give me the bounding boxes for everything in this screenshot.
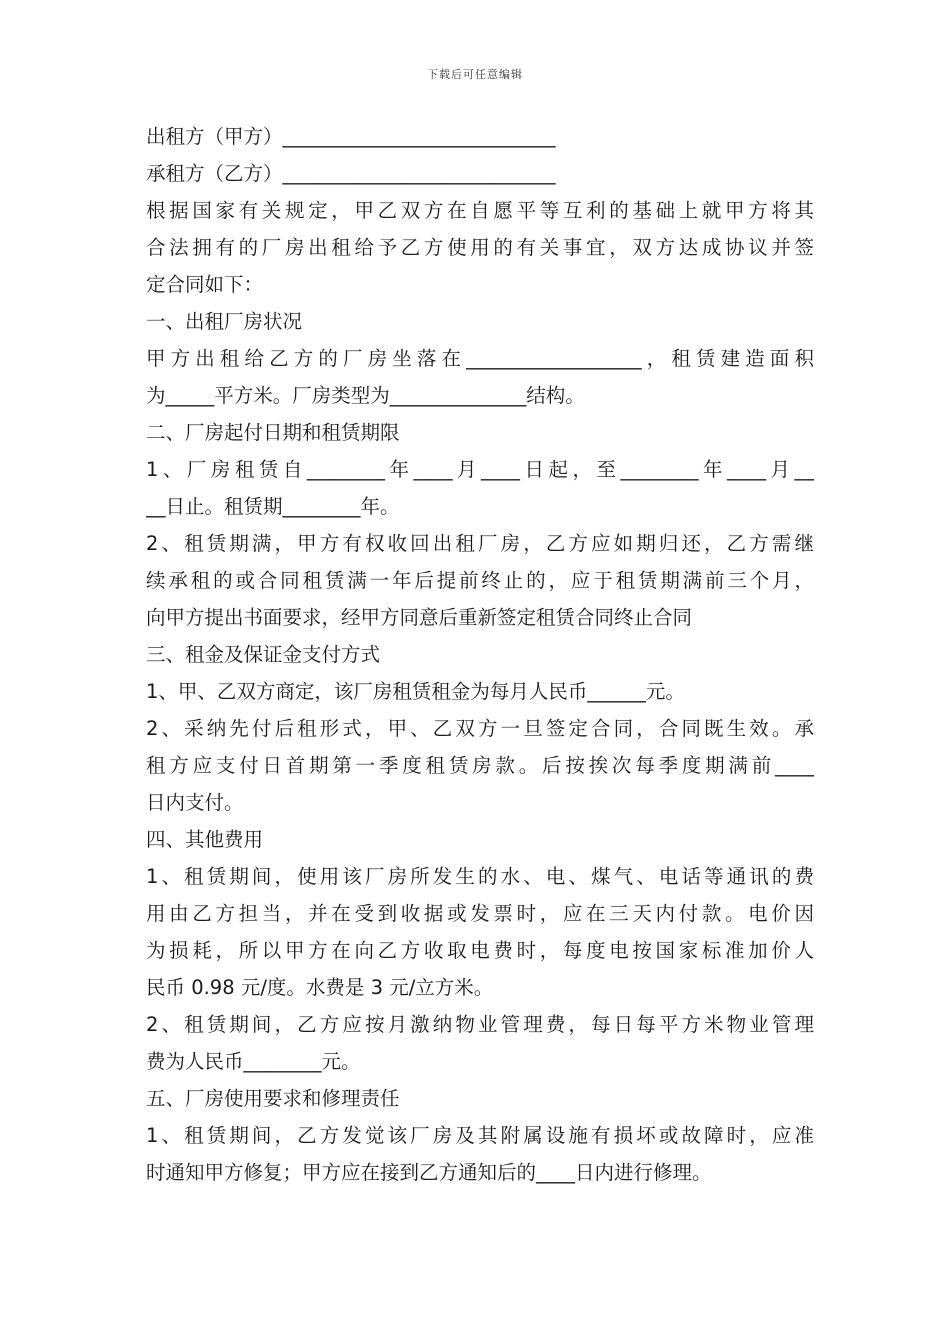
- section-5-clause-1-line-1: 1、租赁期间，乙方发觉该厂房及其附属设施有损坏或故障时，应准: [146, 1124, 814, 1147]
- section-3-clause-2-line-3: 日内支付。: [146, 791, 244, 814]
- header-note: 下载后可任意编辑: [427, 68, 523, 81]
- section-4-clause-1-line-1: 1、租赁期间，使用该厂房所发生的水、电、煤气、电话等通讯的费: [146, 865, 814, 888]
- preamble-line-3: 定合同如下：: [146, 273, 264, 296]
- section-3-clause-1: 1、甲、乙双方商定，该厂房租赁租金为每月人民币______元。: [146, 680, 685, 703]
- section-3-clause-2-line-1: 2、采纳先付后租形式，甲、乙双方一旦签定合同，合同既生效。承: [146, 717, 814, 740]
- section-1-line-1: 甲方出租给乙方的厂房坐落在__________________，租赁建造面积: [146, 347, 814, 370]
- section-4-clause-1-line-3: 为损耗，所以甲方在向乙方收取电费时，每度电按国家标准加价人: [146, 939, 814, 962]
- section-heading-5: 五、厂房使用要求和修理责任: [146, 1087, 400, 1110]
- section-2-clause-2-line-1: 2、租赁期满，甲方有权收回出租厂房，乙方应如期归还，乙方需继: [146, 532, 814, 555]
- section-2-clause-1-line-2: __日止。租赁期________年。: [146, 495, 400, 518]
- section-3-clause-2-line-2: 租方应支付日首期第一季度租赁房款。后按挨次每季度期满前____: [146, 754, 814, 777]
- lessor-line: 出租方（甲方）____________________________: [146, 125, 556, 148]
- section-1-line-2: 为_____平方米。厂房类型为______________结构。: [146, 384, 585, 407]
- section-4-clause-2-line-2: 费为人民币________元。: [146, 1050, 361, 1073]
- section-4-clause-1-line-2: 用由乙方担当，并在受到收据或发票时，应在三天内付款。电价因: [146, 902, 814, 925]
- lessee-line: 承租方（乙方）____________________________: [146, 162, 556, 185]
- section-heading-1: 一、出租厂房状况: [146, 310, 303, 333]
- section-heading-4: 四、其他费用: [146, 828, 264, 851]
- preamble-line-1: 根据国家有关规定，甲乙双方在自愿平等互利的基础上就甲方将其: [146, 199, 814, 222]
- section-5-clause-1-line-2: 时通知甲方修复；甲方应在接到乙方通知后的____日内进行修理。: [146, 1161, 712, 1184]
- preamble-line-2: 合法拥有的厂房出租给予乙方使用的有关事宜，双方达成协议并签: [146, 236, 814, 259]
- section-heading-3: 三、租金及保证金支付方式: [146, 643, 381, 666]
- section-4-clause-2-line-1: 2、租赁期间，乙方应按月激纳物业管理费，每日每平方米物业管理: [146, 1013, 814, 1036]
- contract-body: [146, 118, 814, 1191]
- section-2-clause-2-line-3: 向甲方提出书面要求，经甲方同意后重新签定租赁合同终止合同: [146, 606, 693, 629]
- section-heading-2: 二、厂房起付日期和租赁期限: [146, 421, 400, 444]
- section-2-clause-1-line-1: 1、厂房租赁自________年____月____日起，至________年____月__: [146, 458, 814, 481]
- section-2-clause-2-line-2: 续承租的或合同租赁满一年后提前终止的，应于租赁期满前三个月，: [146, 569, 814, 592]
- section-4-clause-1-line-4: 民币 0.98 元/度。水费是 3 元/立方米。: [146, 976, 494, 999]
